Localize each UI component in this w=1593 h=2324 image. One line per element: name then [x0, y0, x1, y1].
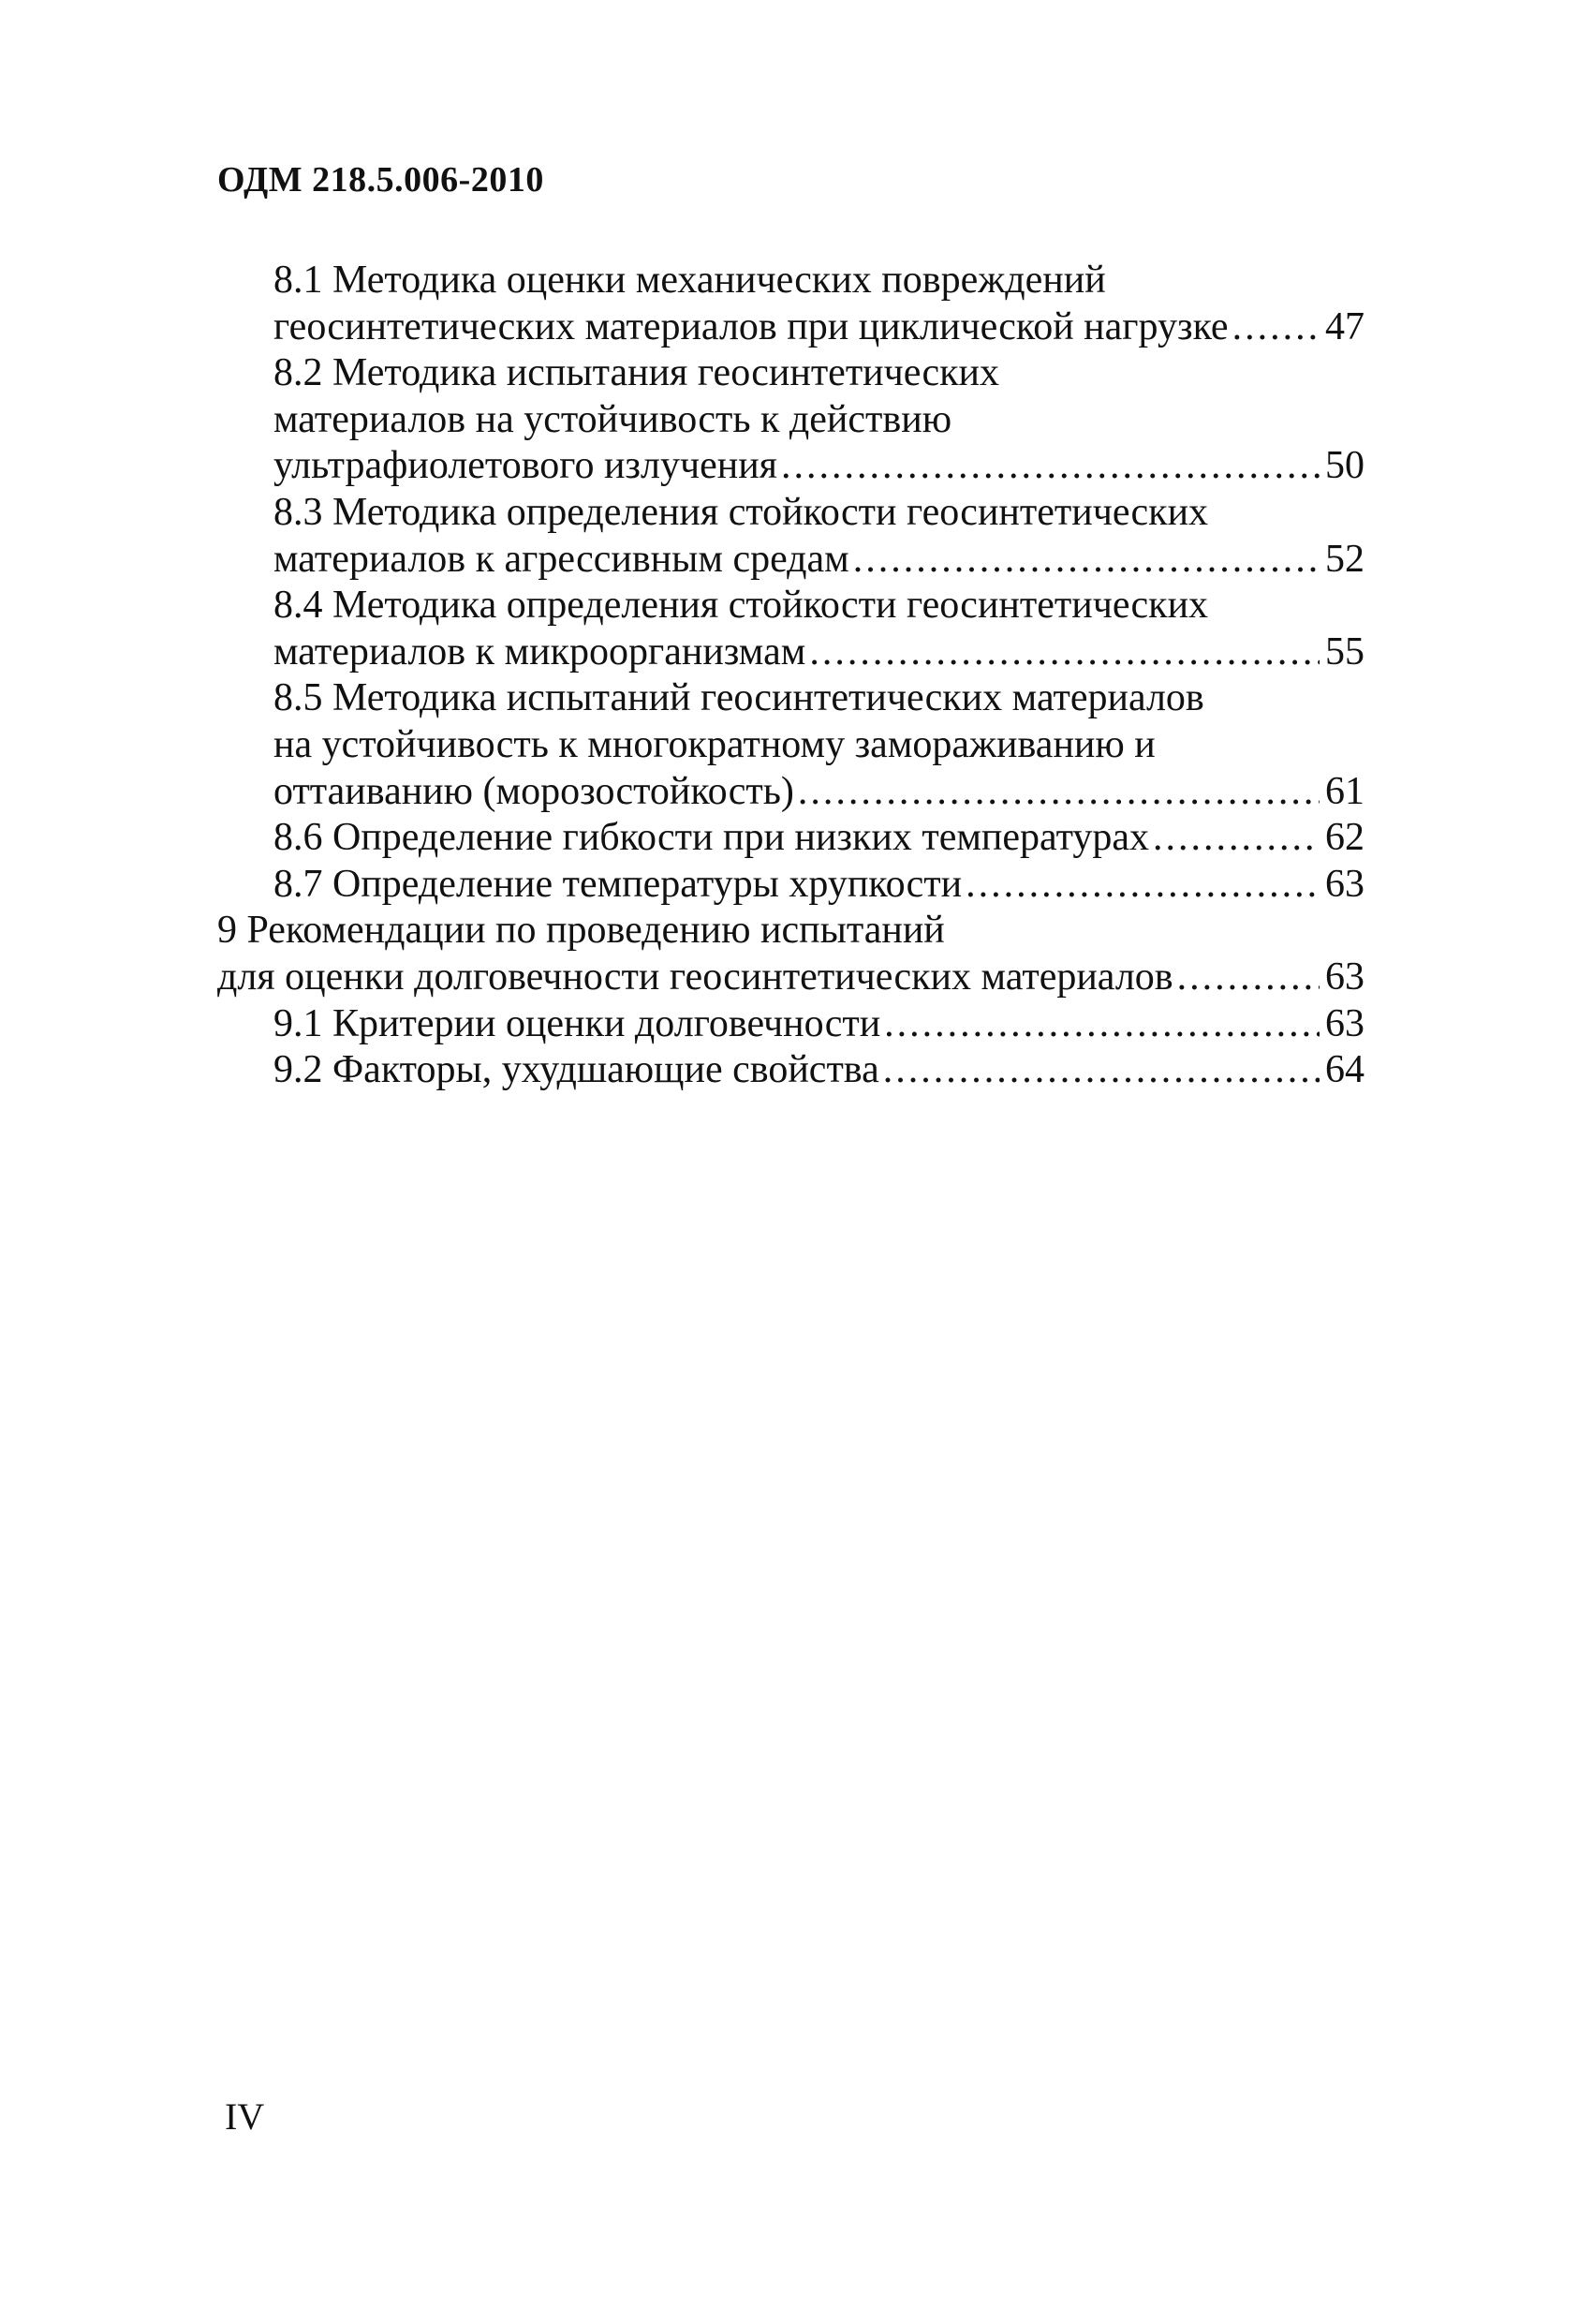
toc-entry-text: 8.4 Методика определения стойкости геосинтетических	[273, 584, 1209, 628]
toc-entry-text: 9.2 Факторы, ухудшающие свойства	[273, 1048, 879, 1092]
toc-entry-text: ультрафиолетового излучения	[273, 444, 778, 488]
toc-entry-text: для оценки долговечности геосинтетических материалов	[217, 955, 1173, 999]
toc-entry-last-line	[273, 304, 1364, 351]
toc-entry-last-line	[273, 815, 1364, 862]
toc-entry-8-4[interactable]	[217, 583, 1364, 675]
dot-leader	[781, 443, 1320, 490]
toc-page-number: 52	[1325, 537, 1364, 581]
toc-entry-text: 8.3 Методика определения стойкости геосинтетических	[273, 490, 1209, 534]
dot-leader	[1153, 815, 1320, 862]
toc-entry-last-line	[273, 1047, 1364, 1094]
dot-leader	[966, 862, 1320, 909]
toc-entry-9[interactable]	[217, 908, 1364, 1000]
toc-entry-8-6[interactable]	[217, 815, 1364, 862]
toc-entry-last-line	[273, 629, 1364, 676]
toc-entry-9-2[interactable]	[217, 1047, 1364, 1094]
dot-leader	[1177, 955, 1320, 1001]
toc-page-number: 61	[1325, 769, 1364, 813]
toc-entry-text: 8.5 Методика испытаний геосинтетических материалов	[273, 676, 1204, 720]
toc-entry-last-line	[273, 1001, 1364, 1048]
toc-entry-9-1[interactable]	[217, 1001, 1364, 1048]
toc-entry-text: 8.2 Методика испытания геосинтетических	[273, 351, 999, 395]
toc-page-number: 50	[1325, 444, 1364, 488]
toc-page-number: 62	[1325, 816, 1364, 860]
toc-page-number: 63	[1325, 862, 1364, 906]
toc-entry-8-2[interactable]	[217, 350, 1364, 490]
dot-leader	[884, 1001, 1320, 1048]
toc-entry-text: 9 Рекомендации по проведению испытаний	[217, 909, 945, 953]
toc-entry-text: оттаиванию (морозостойкость)	[273, 769, 794, 813]
toc-page-number: 63	[1325, 1001, 1364, 1045]
document-code: ОДМ 218.5.006-2010	[217, 160, 544, 200]
dot-leader	[853, 537, 1320, 584]
toc-entry-text: на устойчивость к многократному замораживанию и	[273, 722, 1156, 766]
dot-leader	[1232, 304, 1320, 351]
toc-entry-text: 9.1 Критерии оценки долговечности	[273, 1001, 881, 1045]
toc-entry-last-line	[273, 769, 1364, 816]
dot-leader	[883, 1047, 1320, 1094]
toc-entry-8-7[interactable]	[217, 862, 1364, 909]
toc-page-number: 64	[1325, 1048, 1364, 1092]
toc-entry-8-3[interactable]	[217, 490, 1364, 583]
toc-page-number: 47	[1325, 304, 1364, 348]
toc-entry-last-line	[217, 955, 1364, 1001]
toc-entry-last-line	[273, 443, 1364, 490]
toc-entry-last-line	[273, 537, 1364, 584]
toc-page-number: 55	[1325, 629, 1364, 674]
table-of-contents	[217, 258, 1364, 1094]
toc-entry-text: 8.7 Определение температуры хрупкости	[273, 862, 963, 906]
toc-entry-text: геосинтетических материалов при циклической нагрузке	[273, 304, 1229, 348]
toc-entry-text: материалов к микроорганизмам	[273, 629, 806, 674]
toc-entry-text: 8.1 Методика оценки механических повреждений	[273, 259, 1106, 302]
dot-leader	[809, 629, 1320, 676]
toc-entry-8-5[interactable]	[217, 675, 1364, 815]
toc-entry-text: материалов на устойчивость к действию	[273, 397, 952, 441]
page-number: IV	[225, 2095, 265, 2138]
toc-entry-text: материалов к агрессивным средам	[273, 537, 849, 581]
toc-entry-8-1[interactable]	[217, 258, 1364, 350]
toc-page-number: 63	[1325, 955, 1364, 999]
dot-leader	[798, 769, 1320, 816]
toc-entry-last-line	[273, 862, 1364, 909]
toc-entry-text: 8.6 Определение гибкости при низких температурах	[273, 816, 1150, 860]
